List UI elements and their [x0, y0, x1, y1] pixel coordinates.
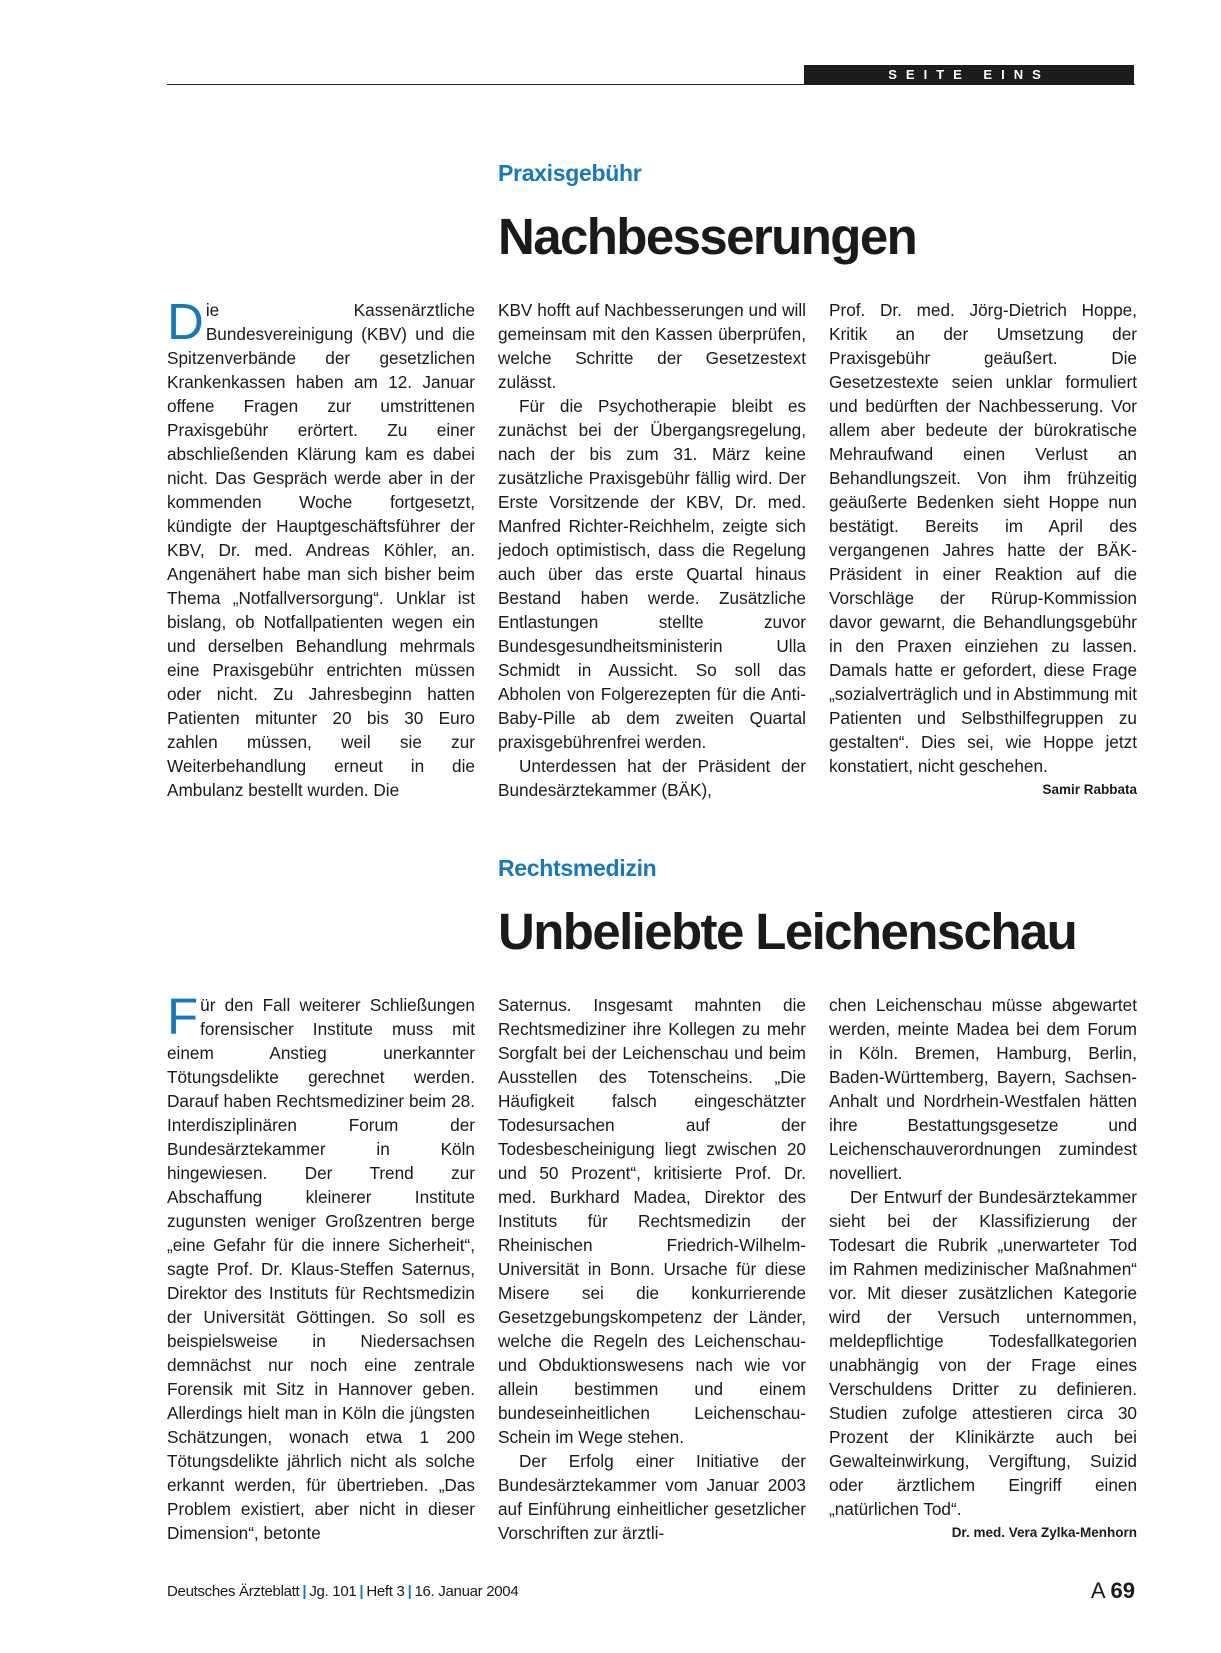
article2-col3-para-1: chen Leichenschau müsse abgewartet werden, meinte Madea bei dem Forum in Köln. Bremen, Hamburg, Berlin, Baden-Württemberg, Bayern, Sachsen-Anhalt und Nordrhein-Westfalen hätten ihre Bestattungsgesetze und Leichenschauverordnungen zumindest novelliert.	[829, 995, 1137, 1183]
article1-title: Nachbesserungen	[498, 208, 917, 265]
page-number	[1091, 1578, 1135, 1604]
footer-separator: |	[407, 1583, 412, 1600]
article2-dropcap: F	[167, 988, 199, 1045]
article1-column-1	[167, 293, 475, 802]
article2-kicker: Rechtsmedizin	[498, 855, 657, 881]
footer-journal: Deutsches Ärzteblatt	[167, 1583, 300, 1600]
article1-dropcap: D	[167, 293, 204, 350]
article2-column-3	[829, 993, 1137, 1545]
footer-separator: |	[359, 1583, 364, 1600]
article1-col2-para-3: Unterdessen hat der Präsident der Bundesärztekammer (BÄK),	[498, 756, 806, 800]
footer-volume: Jg. 101	[309, 1583, 357, 1600]
page-number-value: 69	[1110, 1578, 1135, 1603]
article1-col2-para-1: KBV hofft auf Nachbesserungen und will gemeinsam mit den Kassen überprüfen, welche Schritte der Gesetzestext zulässt.	[498, 300, 806, 392]
article1-author: Samir Rabbata	[1042, 782, 1137, 797]
section-tag: SEITE EINS	[804, 65, 1134, 85]
article2-col2-para-2: Der Erfolg einer Initiative der Bundesärztekammer vom Januar 2003 auf Einführung einheitlicher gesetzlicher Vorschriften zur ärztli-	[498, 1451, 806, 1543]
article2-title: Unbeliebte Leichenschau	[498, 903, 1077, 960]
footer	[167, 1583, 518, 1600]
article2-col3-para-2: Der Entwurf der Bundesärztekammer sieht bei der Klassifizierung der Todesart die Rubrik „unerwarteter Tod im Rahmen medizinischer Maßnahmen“ vor. Mit dieser zusätzlichen Kategorie wird der Versuch unternommen, meldepflichtige Todesfallkategorien unabhängig von der Frage eines Verschuldens Dritter zu definieren. Studien zufolge attestieren circa 30 Prozent der Klinikärzte auch bei Gewalteinwirkung, Vergiftung, Suizid oder ärztlichem Eingriff einen „natürlichen Tod“.	[829, 1187, 1137, 1519]
article1-kicker: Praxisgebühr	[498, 160, 642, 186]
article1-col2-para-2: Für die Psychotherapie bleibt es zunächst bei der Übergangsregelung, nach der bis zum 31. März keine zusätzliche Praxisgebühr fällig wird. Der Erste Vorsitzende der KBV, Dr. med. Manfred Richter-Reichhelm, zeigte sich jedoch optimistisch, dass die Regelung auch über das erste Quartal hinaus Bestand haben werde. Zusätzliche Entlastungen stellte zuvor Bundesgesundheitsministerin Ulla Schmidt in Aussicht. So soll das Abholen von Folgerezepten für die Anti-Baby-Pille ab dem zweiten Quartal praxisgebührenfrei werden.	[498, 396, 806, 752]
article1-col1-text: ie Kassenärztliche Bundesvereinigung (KBV) und die Spitzenverbände der gesetzlichen Krankenkassen haben am 12. Januar offene Fragen zur umstrittenen Praxisgebühr erörtert. Zu einer abschließenden Klärung kam es dabei nicht. Das Gespräch werde aber in der kommenden Woche fortgesetzt, kündigte der Hauptgeschäftsführer der KBV, Dr. med. Andreas Köhler, an. Angenähert habe man sich bisher beim Thema „Notfallversorgung“. Unklar ist bislang, ob Notfallpatienten wegen ein und derselben Behandlung mehrmals eine Praxisgebühr entrichten müssen oder nicht. Zu Jahresbeginn hatten Patienten mitunter 20 bis 30 Euro zahlen müssen, weil sie zur Weiterbehandlung erneut in die Ambulanz bestellt wurden. Die	[167, 300, 475, 800]
article1-col3-text: Prof. Dr. med. Jörg-Dietrich Hoppe, Kritik an der Umsetzung der Praxisgebühr geäußert. Die Gesetzestexte seien unklar formuliert und bedürften der Nachbesserung. Vor allem aber bedeute der bürokratische Mehraufwand einen Verlust an Behandlungszeit. Von ihm frühzeitig geäußerte Bedenken sieht Hoppe nun bestätigt. Bereits im April des vergangenen Jahres hatte der BÄK-Präsident in einer Reaktion auf die Vorschläge der Rürup-Kommission davor gewarnt, die Behandlungsgebühr in den Praxen einziehen zu lassen. Damals hatte er gefordert, diese Frage „sozialverträglich und in Abstimmung mit Patienten und Selbsthilfegruppen zu gestalten“. Dies sei, wie Hoppe jetzt konstatiert, nicht geschehen.	[829, 300, 1137, 776]
article2-author: Dr. med. Vera Zylka-Menhorn	[951, 1525, 1137, 1540]
article2-col1-text: ür den Fall weiterer Schließungen forensischer Institute muss mit einem Anstieg unerkannter Tötungsdelikte gerechnet werden. Darauf haben Rechtsmediziner beim 28. Interdisziplinären Forum der Bundesärztekammer in Köln hingewiesen. Der Trend zur Abschaffung kleinerer Institute zugunsten weniger Großzentren berge „eine Gefahr für die innere Sicherheit“, sagte Prof. Dr. Klaus-Steffen Saternus, Direktor des Instituts für Rechtsmedizin der Universität Göttingen. So soll es beispielsweise in Niedersachsen demnächst nur noch eine zentrale Forensik mit Sitz in Hannover geben. Allerdings hielt man in Köln die jüngsten Schätzungen, wonach etwa 1 200 Tötungsdelikte jährlich nicht als solche erkannt werden, für übertrieben. „Das Problem existiert, aber nicht in dieser Dimension“, betonte	[167, 995, 475, 1543]
footer-issue: Heft 3	[366, 1583, 405, 1600]
article2-column-2	[498, 993, 806, 1545]
article1-column-3	[829, 298, 1137, 802]
footer-separator: |	[302, 1583, 307, 1600]
page-prefix: A	[1090, 1578, 1105, 1603]
footer-date: 16. Januar 2004	[414, 1583, 519, 1600]
article2-col2-para-1: Saternus. Insgesamt mahnten die Rechtsmediziner ihre Kollegen zu mehr Sorgfalt bei der Leichenschau und beim Ausstellen des Totenscheins. „Die Häufigkeit falsch eingeschätzter Todesursachen auf der Todesbescheinigung liegt zwischen 20 und 50 Prozent“, kritisierte Prof. Dr. med. Burkhard Madea, Direktor des Instituts für Rechtsmedizin der Rheinischen Friedrich-Wilhelm-Universität in Bonn. Ursache für diese Misere sei die konkurrierende Gesetzgebungskompetenz der Länder, welche die Regeln des Leichenschau- und Obduktionswesens nach wie vor allein bestimmen und einem bundeseinheitlichen Leichenschau-Schein im Wege stehen.	[498, 995, 806, 1447]
article2-column-1	[167, 988, 475, 1545]
article1-column-2	[498, 298, 806, 802]
